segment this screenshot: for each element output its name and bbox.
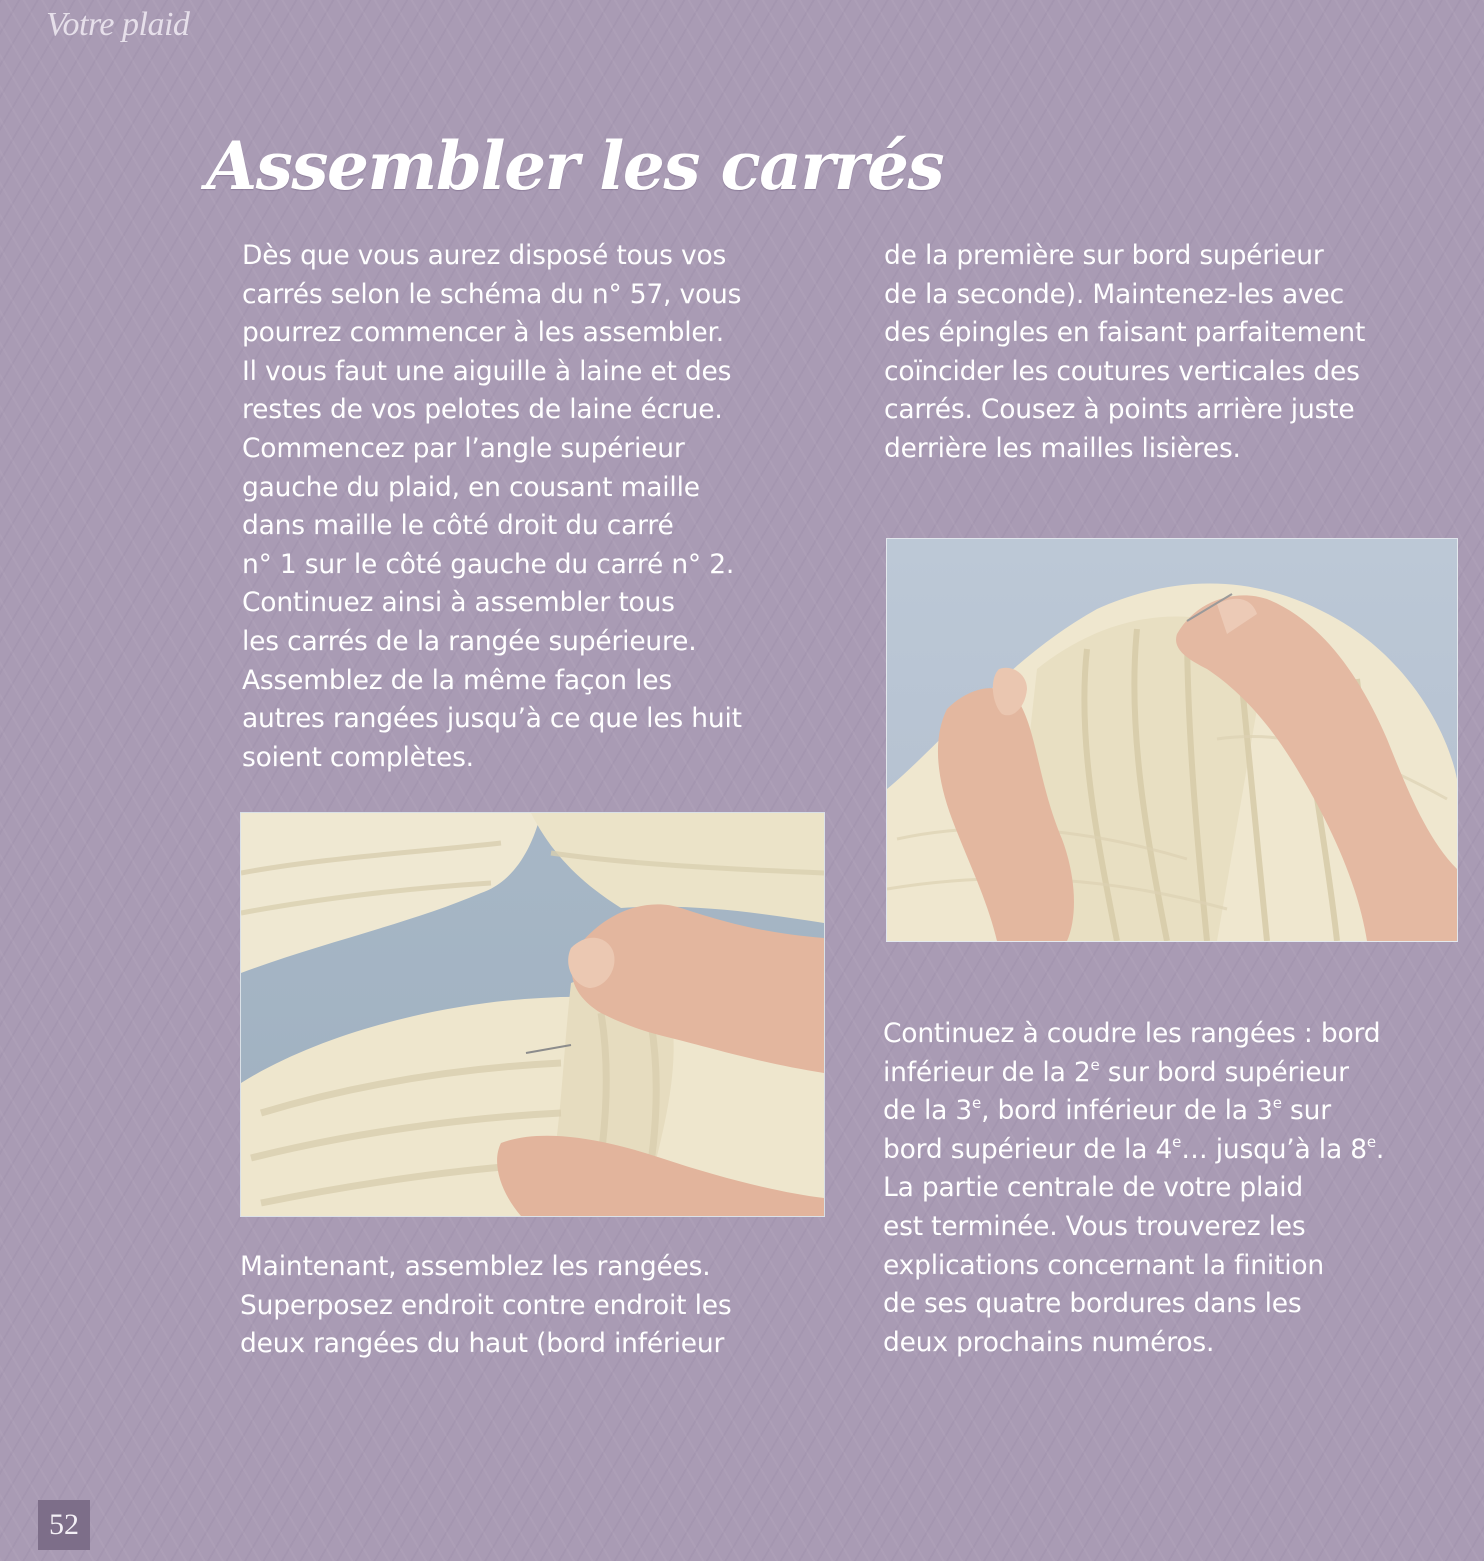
paragraph-4-line-2b: sur bord supérieur [1099, 1056, 1349, 1088]
photo-stitching-squares [886, 538, 1458, 942]
page-number: 52 [38, 1500, 90, 1550]
photo-assembling-rows-illustration [241, 813, 824, 1216]
paragraph-4-line-3a: de la 3 [883, 1095, 973, 1127]
photo-stitching-squares-illustration [887, 539, 1457, 941]
body-paragraph-1: Dès que vous aurez disposé tous vos carrés selon le schéma du n° 57, vous pourrez commencer à les assembler. Il vous faut une aiguille à laine et des restes de vos pelotes de laine écrue. Commencez par l’angle supérieur gauche du plaid, en cousant maille dans maille le côté droit du carré n° 1 sur le côté gauche du carré n° 2. Continuez ainsi à assembler tous les carrés de la rangée supérieure. Assemblez de la même façon les autres rangées jusqu’à ce que les huit soient complètes. [242, 240, 742, 773]
paragraph-4-line-2a: inférieur de la 2 [883, 1056, 1091, 1088]
photo-assembling-rows [240, 812, 825, 1217]
paragraph-4-line-4b: … jusqu’à la 8 [1181, 1133, 1367, 1165]
body-paragraph-2: de la première sur bord supérieur de la seconde). Maintenez-les avec des épingles en faisant parfaitement coïncider les coutures verticales des carrés. Cousez à points arrière juste derrière les mailles lisières. [884, 240, 1366, 464]
ordinal-superscript: e [1090, 1055, 1100, 1074]
body-paragraph-4 [883, 1015, 1478, 1362]
paragraph-4-line-3c: sur [1281, 1095, 1331, 1127]
paragraph-4-line-4c: . [1375, 1133, 1385, 1165]
paragraph-4-line-4a: bord supérieur de la 4 [883, 1133, 1173, 1165]
body-paragraph-3: Maintenant, assemblez les rangées. Superposez endroit contre endroit les deux rangées du haut (bord inférieur [240, 1251, 732, 1360]
page-title: Assembler les carrés [206, 127, 944, 205]
paragraph-4-line-1: Continuez à coudre les rangées : bord [883, 1018, 1381, 1049]
paragraph-4-rest: La partie centrale de votre plaid est terminée. Vous trouverez les explications concernant la finition de ses quatre bordures dans les deux prochains numéros. [883, 1172, 1325, 1358]
running-header: Votre plaid [46, 6, 190, 43]
ordinal-superscript: e [1172, 1132, 1182, 1151]
ordinal-superscript: e [1366, 1132, 1376, 1151]
ordinal-superscript: e [972, 1094, 982, 1113]
paragraph-4-line-3b: , bord inférieur de la 3 [981, 1095, 1273, 1127]
ordinal-superscript: e [1272, 1094, 1282, 1113]
